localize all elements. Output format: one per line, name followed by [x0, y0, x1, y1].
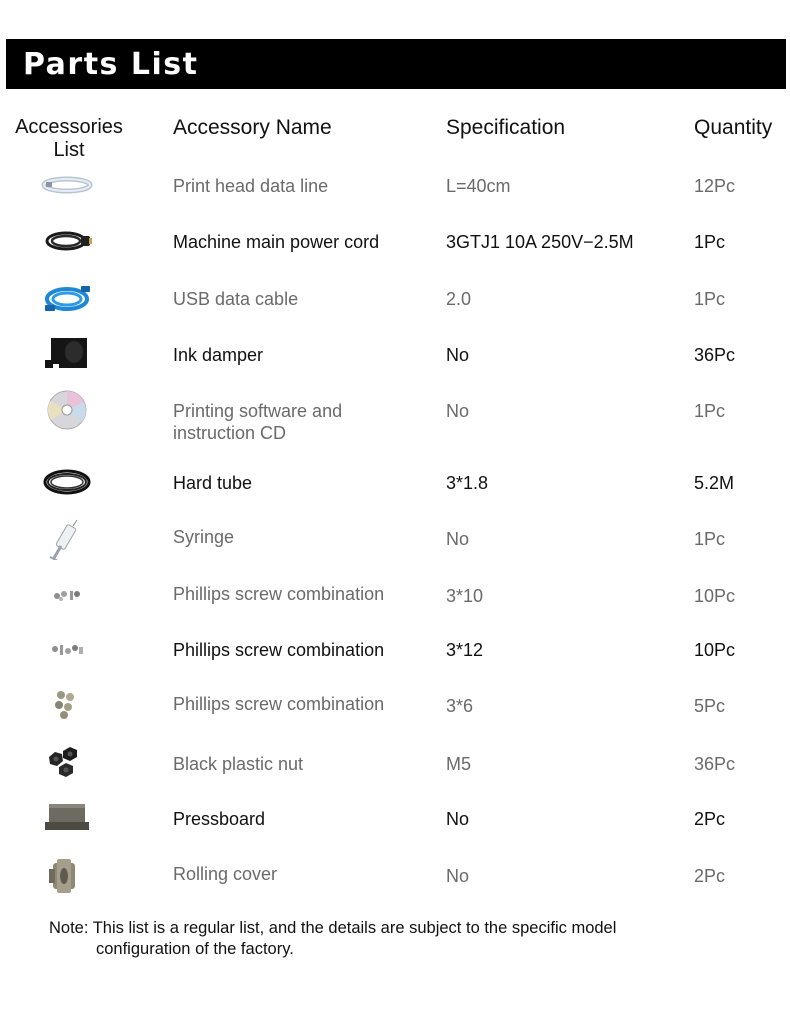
- accessory-name: Printing software and instruction CD: [173, 401, 343, 443]
- quantity: 1Pc: [694, 289, 726, 309]
- rolling-cover-icon: [37, 853, 97, 897]
- header-accessory-name: Accessory Name: [173, 116, 332, 139]
- ink-damper-icon: [37, 334, 97, 374]
- table-row: [0, 516, 790, 556]
- accessory-name: Hard tube: [173, 473, 253, 493]
- specification: No: [446, 809, 470, 829]
- quantity: 10Pc: [694, 640, 736, 660]
- quantity: 5.2M: [694, 473, 735, 493]
- cd-disc-icon: [37, 390, 97, 430]
- quantity: 10Pc: [694, 586, 736, 606]
- specification: No: [446, 866, 470, 886]
- pressboard-icon: [37, 798, 97, 838]
- screw-set-icon: [37, 629, 97, 669]
- accessory-name: Print head data line: [173, 176, 329, 196]
- accessory-name: Rolling cover: [173, 864, 278, 884]
- specification: M5: [446, 754, 472, 774]
- specification: 3*12: [446, 640, 484, 660]
- specification: 3*6: [446, 696, 474, 716]
- table-row: [0, 334, 790, 374]
- footnote: [49, 918, 749, 960]
- table-row: [0, 221, 790, 261]
- tube-coil-icon: [37, 462, 97, 502]
- accessory-name: Machine main power cord: [173, 232, 380, 252]
- specification: 2.0: [446, 289, 472, 309]
- quantity: 5Pc: [694, 696, 726, 716]
- quantity: 12Pc: [694, 176, 736, 196]
- table-row: [0, 573, 790, 613]
- specification: No: [446, 345, 470, 365]
- accessory-name: Black plastic nut: [173, 754, 304, 774]
- screw-set-icon: [37, 573, 97, 613]
- title-banner: [6, 39, 786, 89]
- accessory-name: Syringe: [173, 527, 235, 547]
- table-row: [0, 853, 790, 893]
- quantity: 36Pc: [694, 345, 736, 365]
- hex-nut-icon: [37, 743, 97, 783]
- table-row: [0, 462, 790, 502]
- accessory-name: Phillips screw combination: [173, 584, 385, 604]
- specification: 3*10: [446, 586, 484, 606]
- table-row: [0, 165, 790, 205]
- table-row: [0, 629, 790, 669]
- quantity: 36Pc: [694, 754, 736, 774]
- table-row: [0, 683, 790, 723]
- specification: L=40cm: [446, 176, 511, 196]
- header-accessories-list: Accessories List: [15, 116, 123, 161]
- specification: No: [446, 529, 470, 549]
- specification: No: [446, 401, 470, 421]
- footnote-line-1: Note: This list is a regular list, and the details are subject to the specific model: [49, 919, 617, 937]
- ribbon-cable-icon: [37, 165, 97, 205]
- quantity: 2Pc: [694, 866, 726, 886]
- accessory-name: Phillips screw combination: [173, 640, 385, 660]
- screw-cluster-icon: [37, 683, 97, 723]
- page-title: Parts List: [23, 47, 199, 82]
- header-quantity: Quantity: [694, 116, 773, 139]
- specification: 3*1.8: [446, 473, 489, 493]
- usb-cable-icon: [37, 278, 97, 318]
- table-row: [0, 798, 790, 838]
- header-specification: Specification: [446, 116, 566, 139]
- accessory-name: Pressboard: [173, 809, 266, 829]
- quantity: 1Pc: [694, 529, 726, 549]
- quantity: 1Pc: [694, 232, 726, 252]
- quantity: 1Pc: [694, 401, 726, 421]
- specification: 3GTJ1 10A 250V−2.5M: [446, 232, 634, 252]
- accessory-name: USB data cable: [173, 289, 299, 309]
- syringe-icon: [37, 516, 97, 560]
- table-row: [0, 390, 790, 443]
- power-cord-icon: [37, 221, 97, 261]
- accessory-name: Phillips screw combination: [173, 694, 385, 714]
- table-row: [0, 743, 790, 783]
- footnote-line-2: configuration of the factory.: [96, 940, 294, 958]
- table-row: [0, 278, 790, 318]
- accessory-name: Ink damper: [173, 345, 264, 365]
- quantity: 2Pc: [694, 809, 726, 829]
